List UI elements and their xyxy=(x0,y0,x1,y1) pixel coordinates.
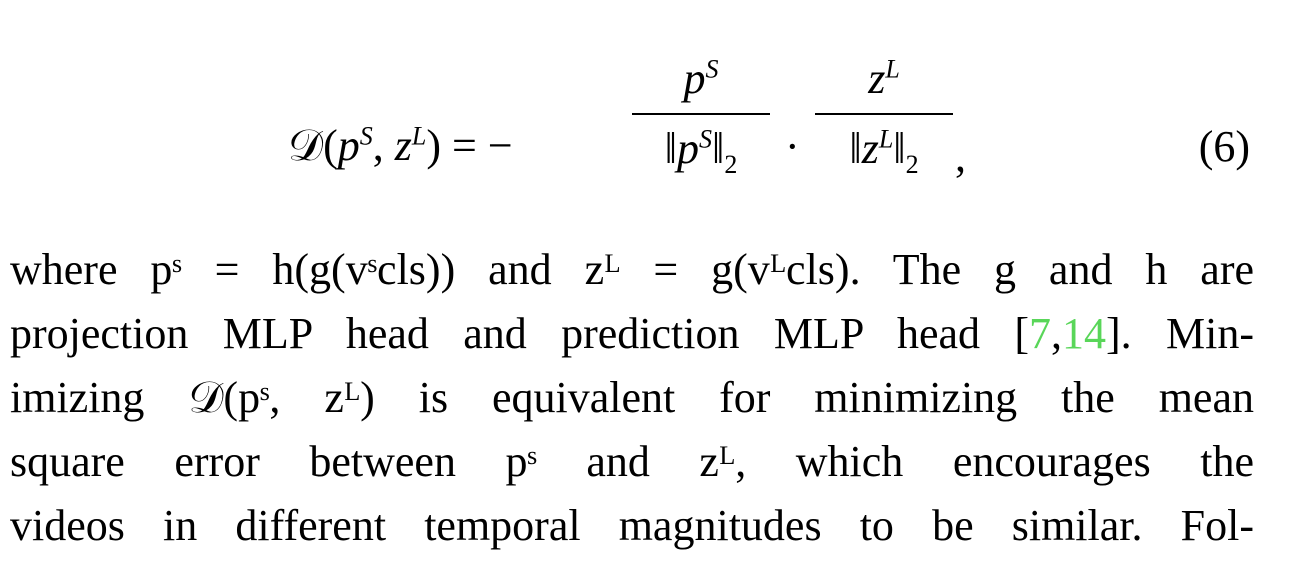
equation-block xyxy=(0,45,1296,195)
paragraph-line-2 xyxy=(10,302,1254,366)
fraction-bar xyxy=(632,113,770,115)
paragraph-line-1: where pˢ = h(g(vˢcls)) and zᴸ = g(vᴸcls). The g and h are xyxy=(10,245,1254,294)
lhs-p-sup: S xyxy=(359,121,373,151)
divergence-symbol: 𝒟( xyxy=(288,121,338,170)
frac1-den-sub: 2 xyxy=(724,149,738,179)
lhs-z: z xyxy=(394,121,412,170)
frac2-den-end: ‖ xyxy=(893,124,906,173)
frac2-num: z xyxy=(868,54,886,103)
line2-text-a: projection MLP head and prediction MLP head [ xyxy=(10,309,1030,358)
frac2-den-sub: 2 xyxy=(905,149,919,179)
lhs-equals: ) = − xyxy=(426,121,513,170)
lhs-p: p xyxy=(337,121,360,170)
lhs-sep: , xyxy=(372,121,395,170)
frac2-num-sup: L xyxy=(885,54,900,84)
fraction-bar xyxy=(815,113,953,115)
frac2-den-sup: L xyxy=(878,124,894,154)
body-paragraph xyxy=(10,238,1254,558)
paragraph-line-3: imizing 𝒟(pˢ, zᴸ) is equivalent for minimizing the mean xyxy=(10,373,1254,422)
lhs-z-sup: L xyxy=(411,121,427,151)
frac1-den: ‖p xyxy=(664,124,699,173)
fraction-z xyxy=(815,53,953,179)
fraction-z-denominator xyxy=(815,123,953,179)
frac1-num: p xyxy=(683,54,706,103)
frac2-den: ‖z xyxy=(849,124,879,173)
frac1-num-sup: S xyxy=(705,54,719,84)
fraction-p-numerator xyxy=(632,53,770,105)
line2-text-c: ]. Min- xyxy=(1106,309,1254,358)
frac1-den-end: ‖ xyxy=(712,124,725,173)
fraction-p xyxy=(632,53,770,179)
equation-number: (6) xyxy=(1198,122,1250,171)
citation-14[interactable]: 14 xyxy=(1062,309,1107,358)
fraction-z-numerator xyxy=(815,53,953,105)
line2-text-b: , xyxy=(1051,309,1063,358)
fraction-p-denominator xyxy=(632,123,770,179)
paragraph-line-4: square error between pˢ and zᴸ, which encourages the xyxy=(10,437,1254,486)
dot-operator: · xyxy=(785,122,800,171)
frac1-den-sup: S xyxy=(699,124,712,154)
citation-7[interactable]: 7 xyxy=(1029,309,1052,358)
equation-lhs xyxy=(288,120,513,171)
paragraph-line-5: videos in different temporal magnitudes to be similar. Fol- xyxy=(10,501,1254,550)
equation-comma: , xyxy=(955,132,966,181)
